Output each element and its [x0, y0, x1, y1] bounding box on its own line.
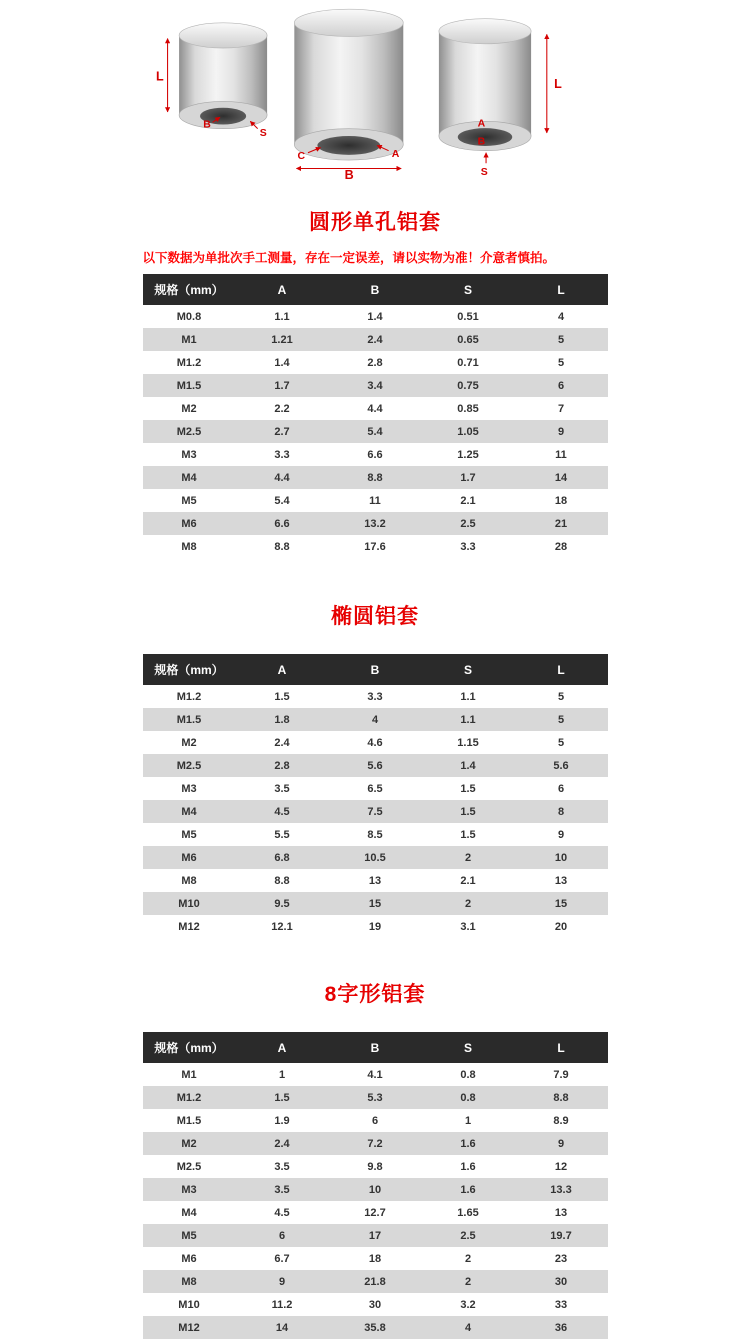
table-body — [143, 305, 608, 558]
value-a-cell: 11.2 — [271, 1298, 293, 1311]
section-title-oval: 椭圆铝套 — [331, 605, 419, 628]
table-row — [143, 823, 608, 846]
value-b-cell: 30 — [368, 1298, 382, 1311]
value-a-cell: 9.5 — [274, 897, 290, 910]
table-row — [143, 1155, 608, 1178]
value-b-cell: 17 — [368, 1229, 382, 1242]
value-b-cell: 1.4 — [367, 310, 383, 323]
table-row — [143, 328, 608, 351]
value-a-cell: 1.4 — [274, 356, 290, 369]
value-s-cell: 0.51 — [457, 310, 479, 323]
value-l-cell: 8.9 — [553, 1114, 569, 1127]
value-a-cell: 2.7 — [274, 425, 290, 438]
value-a-cell: 6 — [278, 1229, 286, 1242]
value-s-cell: 2 — [464, 851, 472, 864]
spec-cell: M0.8 — [176, 310, 202, 323]
table-row — [143, 1201, 608, 1224]
dim-label-s-left: S — [259, 127, 267, 139]
table-row — [143, 1247, 608, 1270]
table-row — [143, 731, 608, 754]
aluminum-sleeve-right — [439, 19, 531, 151]
value-b-cell: 13 — [368, 874, 382, 887]
value-b-cell: 19 — [368, 920, 382, 933]
table-header-row — [143, 654, 608, 685]
table-row — [143, 685, 608, 708]
table-row — [143, 397, 608, 420]
spec-table-oval — [143, 654, 608, 938]
value-l-cell: 18 — [554, 494, 568, 507]
spec-table-figure-8 — [143, 1032, 608, 1339]
table-row — [143, 466, 608, 489]
value-l-cell: 33 — [554, 1298, 568, 1311]
table-row — [143, 512, 608, 535]
value-b-cell: 4.1 — [367, 1068, 383, 1081]
spec-cell: M3 — [181, 1183, 197, 1196]
value-b-cell: 4 — [371, 713, 379, 726]
spec-cell: M10 — [178, 897, 200, 910]
value-a-cell: 1.8 — [274, 713, 290, 726]
value-a-cell: 3.5 — [274, 1160, 290, 1173]
value-a-cell: 1.5 — [274, 1091, 290, 1104]
table-header-cell: B — [370, 282, 380, 297]
value-a-cell: 6.7 — [274, 1252, 290, 1265]
table-row — [143, 1063, 608, 1086]
value-s-cell: 0.65 — [457, 333, 479, 346]
value-b-cell: 5.4 — [367, 425, 383, 438]
spec-cell: M4 — [181, 1206, 197, 1219]
spec-cell: M1.2 — [176, 690, 202, 703]
value-a-cell: 2.2 — [274, 402, 290, 415]
table-row — [143, 1270, 608, 1293]
value-l-cell: 15 — [554, 897, 568, 910]
spec-cell: M1.5 — [176, 379, 202, 392]
value-b-cell: 8.5 — [367, 828, 383, 841]
value-a-cell: 1.21 — [271, 333, 293, 346]
spec-cell: M12 — [178, 920, 200, 933]
table-row — [143, 351, 608, 374]
spec-cell: M10 — [178, 1298, 200, 1311]
value-l-cell: 23 — [554, 1252, 568, 1265]
value-s-cell: 4 — [464, 1321, 472, 1334]
value-l-cell: 9 — [557, 828, 565, 841]
value-l-cell: 13 — [554, 874, 568, 887]
dim-label-l-left: L — [156, 69, 164, 84]
value-a-cell: 1.9 — [274, 1114, 290, 1127]
table-row — [143, 535, 608, 558]
value-a-cell: 14 — [275, 1321, 289, 1334]
table-header-row — [143, 1032, 608, 1063]
value-b-cell: 17.6 — [364, 540, 386, 553]
value-a-cell: 6.6 — [274, 517, 290, 530]
value-s-cell: 1.5 — [460, 805, 476, 818]
dim-label-b-middle: B — [344, 167, 354, 180]
table-header-cell: 规格（mm） — [154, 663, 224, 677]
value-l-cell: 9 — [557, 1137, 565, 1150]
value-b-cell: 9.8 — [367, 1160, 383, 1173]
value-b-cell: 35.8 — [364, 1321, 386, 1334]
dim-label-l-right: L — [554, 76, 562, 91]
value-a-cell: 1.5 — [274, 690, 290, 703]
value-b-cell: 2.8 — [367, 356, 383, 369]
spec-cell: M1.5 — [176, 713, 202, 726]
spec-cell: M6 — [181, 851, 197, 864]
value-s-cell: 3.1 — [460, 920, 476, 933]
spec-cell: M1.5 — [176, 1114, 202, 1127]
value-l-cell: 7 — [557, 402, 565, 415]
value-a-cell: 2.4 — [274, 736, 290, 749]
table-row — [143, 846, 608, 869]
value-s-cell: 1.1 — [460, 690, 476, 703]
value-s-cell: 1.1 — [460, 713, 476, 726]
value-s-cell: 0.85 — [457, 402, 479, 415]
spec-cell: M3 — [181, 782, 197, 795]
value-b-cell: 18 — [368, 1252, 382, 1265]
value-a-cell: 3.3 — [274, 448, 290, 461]
value-a-cell: 6.8 — [274, 851, 290, 864]
value-s-cell: 1.25 — [457, 448, 479, 461]
value-b-cell: 8.8 — [367, 471, 383, 484]
spec-cell: M5 — [181, 494, 197, 507]
value-b-cell: 21.8 — [364, 1275, 386, 1288]
table-row — [143, 1178, 608, 1201]
table-row — [143, 777, 608, 800]
spec-cell: M2.5 — [176, 425, 202, 438]
value-b-cell: 4.4 — [367, 402, 383, 415]
value-l-cell: 10 — [554, 851, 568, 864]
product-photo — [155, 4, 595, 180]
value-a-cell: 2.8 — [274, 759, 290, 772]
value-l-cell: 6 — [557, 782, 565, 795]
value-s-cell: 2 — [464, 1252, 472, 1265]
spec-cell: M1 — [181, 1068, 197, 1081]
table-header-row — [143, 274, 608, 305]
table-header-cell: A — [277, 1040, 287, 1055]
value-s-cell: 1.65 — [457, 1206, 479, 1219]
dim-label-s-right: S — [480, 166, 488, 178]
value-b-cell: 7.2 — [367, 1137, 383, 1150]
value-s-cell: 2.1 — [460, 874, 476, 887]
value-l-cell: 20 — [554, 920, 568, 933]
value-l-cell: 19.7 — [550, 1229, 572, 1242]
value-l-cell: 7.9 — [553, 1068, 569, 1081]
value-s-cell: 3.2 — [460, 1298, 476, 1311]
table-header-cell: B — [370, 1040, 380, 1055]
table-row — [143, 1109, 608, 1132]
table-row — [143, 1224, 608, 1247]
value-a-cell: 5.5 — [274, 828, 290, 841]
table-body — [143, 685, 608, 938]
table-header-cell: 规格（mm） — [154, 283, 224, 297]
value-l-cell: 11 — [555, 448, 567, 461]
value-b-cell: 6.5 — [367, 782, 383, 795]
value-l-cell: 28 — [554, 540, 568, 553]
spec-cell: M2.5 — [176, 759, 202, 772]
value-l-cell: 9 — [557, 425, 565, 438]
spec-cell: M1 — [181, 333, 197, 346]
spec-cell: M3 — [181, 448, 197, 461]
value-b-cell: 3.3 — [367, 690, 383, 703]
table-header-cell: S — [463, 662, 472, 677]
aluminum-sleeve-middle — [294, 9, 403, 163]
dim-label-b-right: B — [477, 136, 486, 148]
table-header-cell: S — [463, 1040, 472, 1055]
value-s-cell: 1.6 — [460, 1160, 476, 1173]
value-l-cell: 13 — [554, 1206, 568, 1219]
spec-cell: M6 — [181, 517, 197, 530]
table-header-cell: L — [557, 1040, 565, 1055]
value-a-cell: 2.4 — [274, 1137, 290, 1150]
value-a-cell: 8.8 — [274, 540, 290, 553]
table-row — [143, 915, 608, 938]
value-a-cell: 3.5 — [274, 782, 290, 795]
value-b-cell: 4.6 — [367, 736, 383, 749]
spec-cell: M1.2 — [176, 1091, 202, 1104]
value-s-cell: 0.8 — [460, 1068, 476, 1081]
spec-cell: M5 — [181, 828, 197, 841]
value-l-cell: 5.6 — [553, 759, 569, 772]
value-b-cell: 10 — [368, 1183, 382, 1196]
spec-cell: M5 — [181, 1229, 197, 1242]
value-l-cell: 5 — [557, 736, 565, 749]
spec-cell: M2 — [181, 402, 197, 415]
table-row — [143, 800, 608, 823]
value-s-cell: 0.75 — [457, 379, 479, 392]
value-s-cell: 1 — [464, 1114, 472, 1127]
value-b-cell: 10.5 — [364, 851, 386, 864]
value-b-cell: 7.5 — [367, 805, 383, 818]
table-header-cell: L — [557, 662, 565, 677]
value-s-cell: 1.6 — [460, 1137, 476, 1150]
value-l-cell: 5 — [557, 333, 565, 346]
dim-label-a-middle: A — [391, 148, 400, 160]
table-row — [143, 754, 608, 777]
spec-cell: M4 — [181, 471, 197, 484]
value-s-cell: 1.5 — [460, 782, 476, 795]
spec-cell: M4 — [181, 805, 197, 818]
spec-table-round-single-hole — [143, 274, 608, 558]
value-a-cell: 9 — [278, 1275, 286, 1288]
table-header-cell: L — [557, 282, 565, 297]
value-s-cell: 2.1 — [460, 494, 476, 507]
value-s-cell: 1.5 — [460, 828, 476, 841]
table-body — [143, 1063, 608, 1339]
value-b-cell: 3.4 — [367, 379, 383, 392]
value-b-cell: 5.3 — [367, 1091, 383, 1104]
table-header-cell: A — [277, 662, 287, 677]
table-row — [143, 374, 608, 397]
value-s-cell: 1.4 — [460, 759, 476, 772]
value-s-cell: 1.15 — [457, 736, 479, 749]
aluminum-sleeve-left — [179, 23, 267, 129]
value-l-cell: 30 — [554, 1275, 568, 1288]
value-l-cell: 5 — [557, 690, 565, 703]
spec-cell: M8 — [181, 540, 197, 553]
value-s-cell: 0.8 — [460, 1091, 476, 1104]
value-l-cell: 6 — [557, 379, 565, 392]
spec-cell: M8 — [181, 874, 197, 887]
value-l-cell: 8 — [557, 805, 565, 818]
spec-cell: M12 — [178, 1321, 200, 1334]
dim-label-b-left: B — [203, 119, 211, 131]
table-row — [143, 1293, 608, 1316]
table-row — [143, 420, 608, 443]
value-a-cell: 12.1 — [271, 920, 293, 933]
value-l-cell: 8.8 — [553, 1091, 569, 1104]
value-a-cell: 1 — [278, 1068, 286, 1081]
table-header-cell: A — [277, 282, 287, 297]
value-a-cell: 4.5 — [274, 1206, 290, 1219]
value-l-cell: 13.3 — [550, 1183, 572, 1196]
value-s-cell: 1.7 — [460, 471, 476, 484]
table-row — [143, 305, 608, 328]
value-l-cell: 5 — [557, 713, 565, 726]
value-s-cell: 2 — [464, 1275, 472, 1288]
value-s-cell: 2 — [464, 897, 472, 910]
value-l-cell: 12 — [554, 1160, 568, 1173]
spec-cell: M2 — [181, 736, 197, 749]
value-s-cell: 3.3 — [460, 540, 476, 553]
value-a-cell: 1.1 — [274, 310, 290, 323]
value-b-cell: 6 — [371, 1114, 379, 1127]
table-row — [143, 1132, 608, 1155]
section-title-figure-8: 8字形铝套 — [324, 983, 426, 1006]
table-row — [143, 892, 608, 915]
value-l-cell: 4 — [557, 310, 565, 323]
value-b-cell: 5.6 — [367, 759, 383, 772]
value-b-cell: 15 — [368, 897, 382, 910]
spec-cell: M2.5 — [176, 1160, 202, 1173]
value-a-cell: 4.5 — [274, 805, 290, 818]
dim-label-a-right: A — [477, 118, 486, 130]
value-l-cell: 36 — [554, 1321, 568, 1334]
value-a-cell: 4.4 — [274, 471, 290, 484]
value-s-cell: 2.5 — [460, 517, 476, 530]
value-b-cell: 12.7 — [364, 1206, 386, 1219]
hero-image-area — [0, 0, 750, 180]
value-s-cell: 1.05 — [457, 425, 479, 438]
value-b-cell: 13.2 — [364, 517, 386, 530]
table-row — [143, 489, 608, 512]
value-s-cell: 2.5 — [460, 1229, 476, 1242]
dim-label-c-middle: C — [297, 151, 306, 163]
spec-cell: M8 — [181, 1275, 197, 1288]
section-title-round-single-hole: 圆形单孔铝套 — [309, 211, 441, 234]
value-a-cell: 5.4 — [274, 494, 290, 507]
table-row — [143, 869, 608, 892]
spec-cell: M6 — [181, 1252, 197, 1265]
value-l-cell: 5 — [557, 356, 565, 369]
table-row — [143, 443, 608, 466]
table-row — [143, 1316, 608, 1339]
value-s-cell: 0.71 — [457, 356, 479, 369]
table-row — [143, 708, 608, 731]
table-row — [143, 1086, 608, 1109]
spec-cell: M1.2 — [176, 356, 202, 369]
value-a-cell: 3.5 — [274, 1183, 290, 1196]
value-l-cell: 14 — [554, 471, 568, 484]
value-b-cell: 2.4 — [367, 333, 383, 346]
value-b-cell: 11 — [369, 494, 381, 507]
value-b-cell: 6.6 — [367, 448, 383, 461]
table-header-cell: B — [370, 662, 380, 677]
measurement-disclaimer-note: 以下数据为单批次手工测量，存在一定误差，请以实物为准！介意者慎拍。 — [142, 251, 556, 265]
value-l-cell: 21 — [554, 517, 568, 530]
spec-cell: M2 — [181, 1137, 197, 1150]
value-s-cell: 1.6 — [460, 1183, 476, 1196]
table-header-cell: S — [463, 282, 472, 297]
value-a-cell: 8.8 — [274, 874, 290, 887]
table-header-cell: 规格（mm） — [154, 1041, 224, 1055]
value-a-cell: 1.7 — [274, 379, 290, 392]
